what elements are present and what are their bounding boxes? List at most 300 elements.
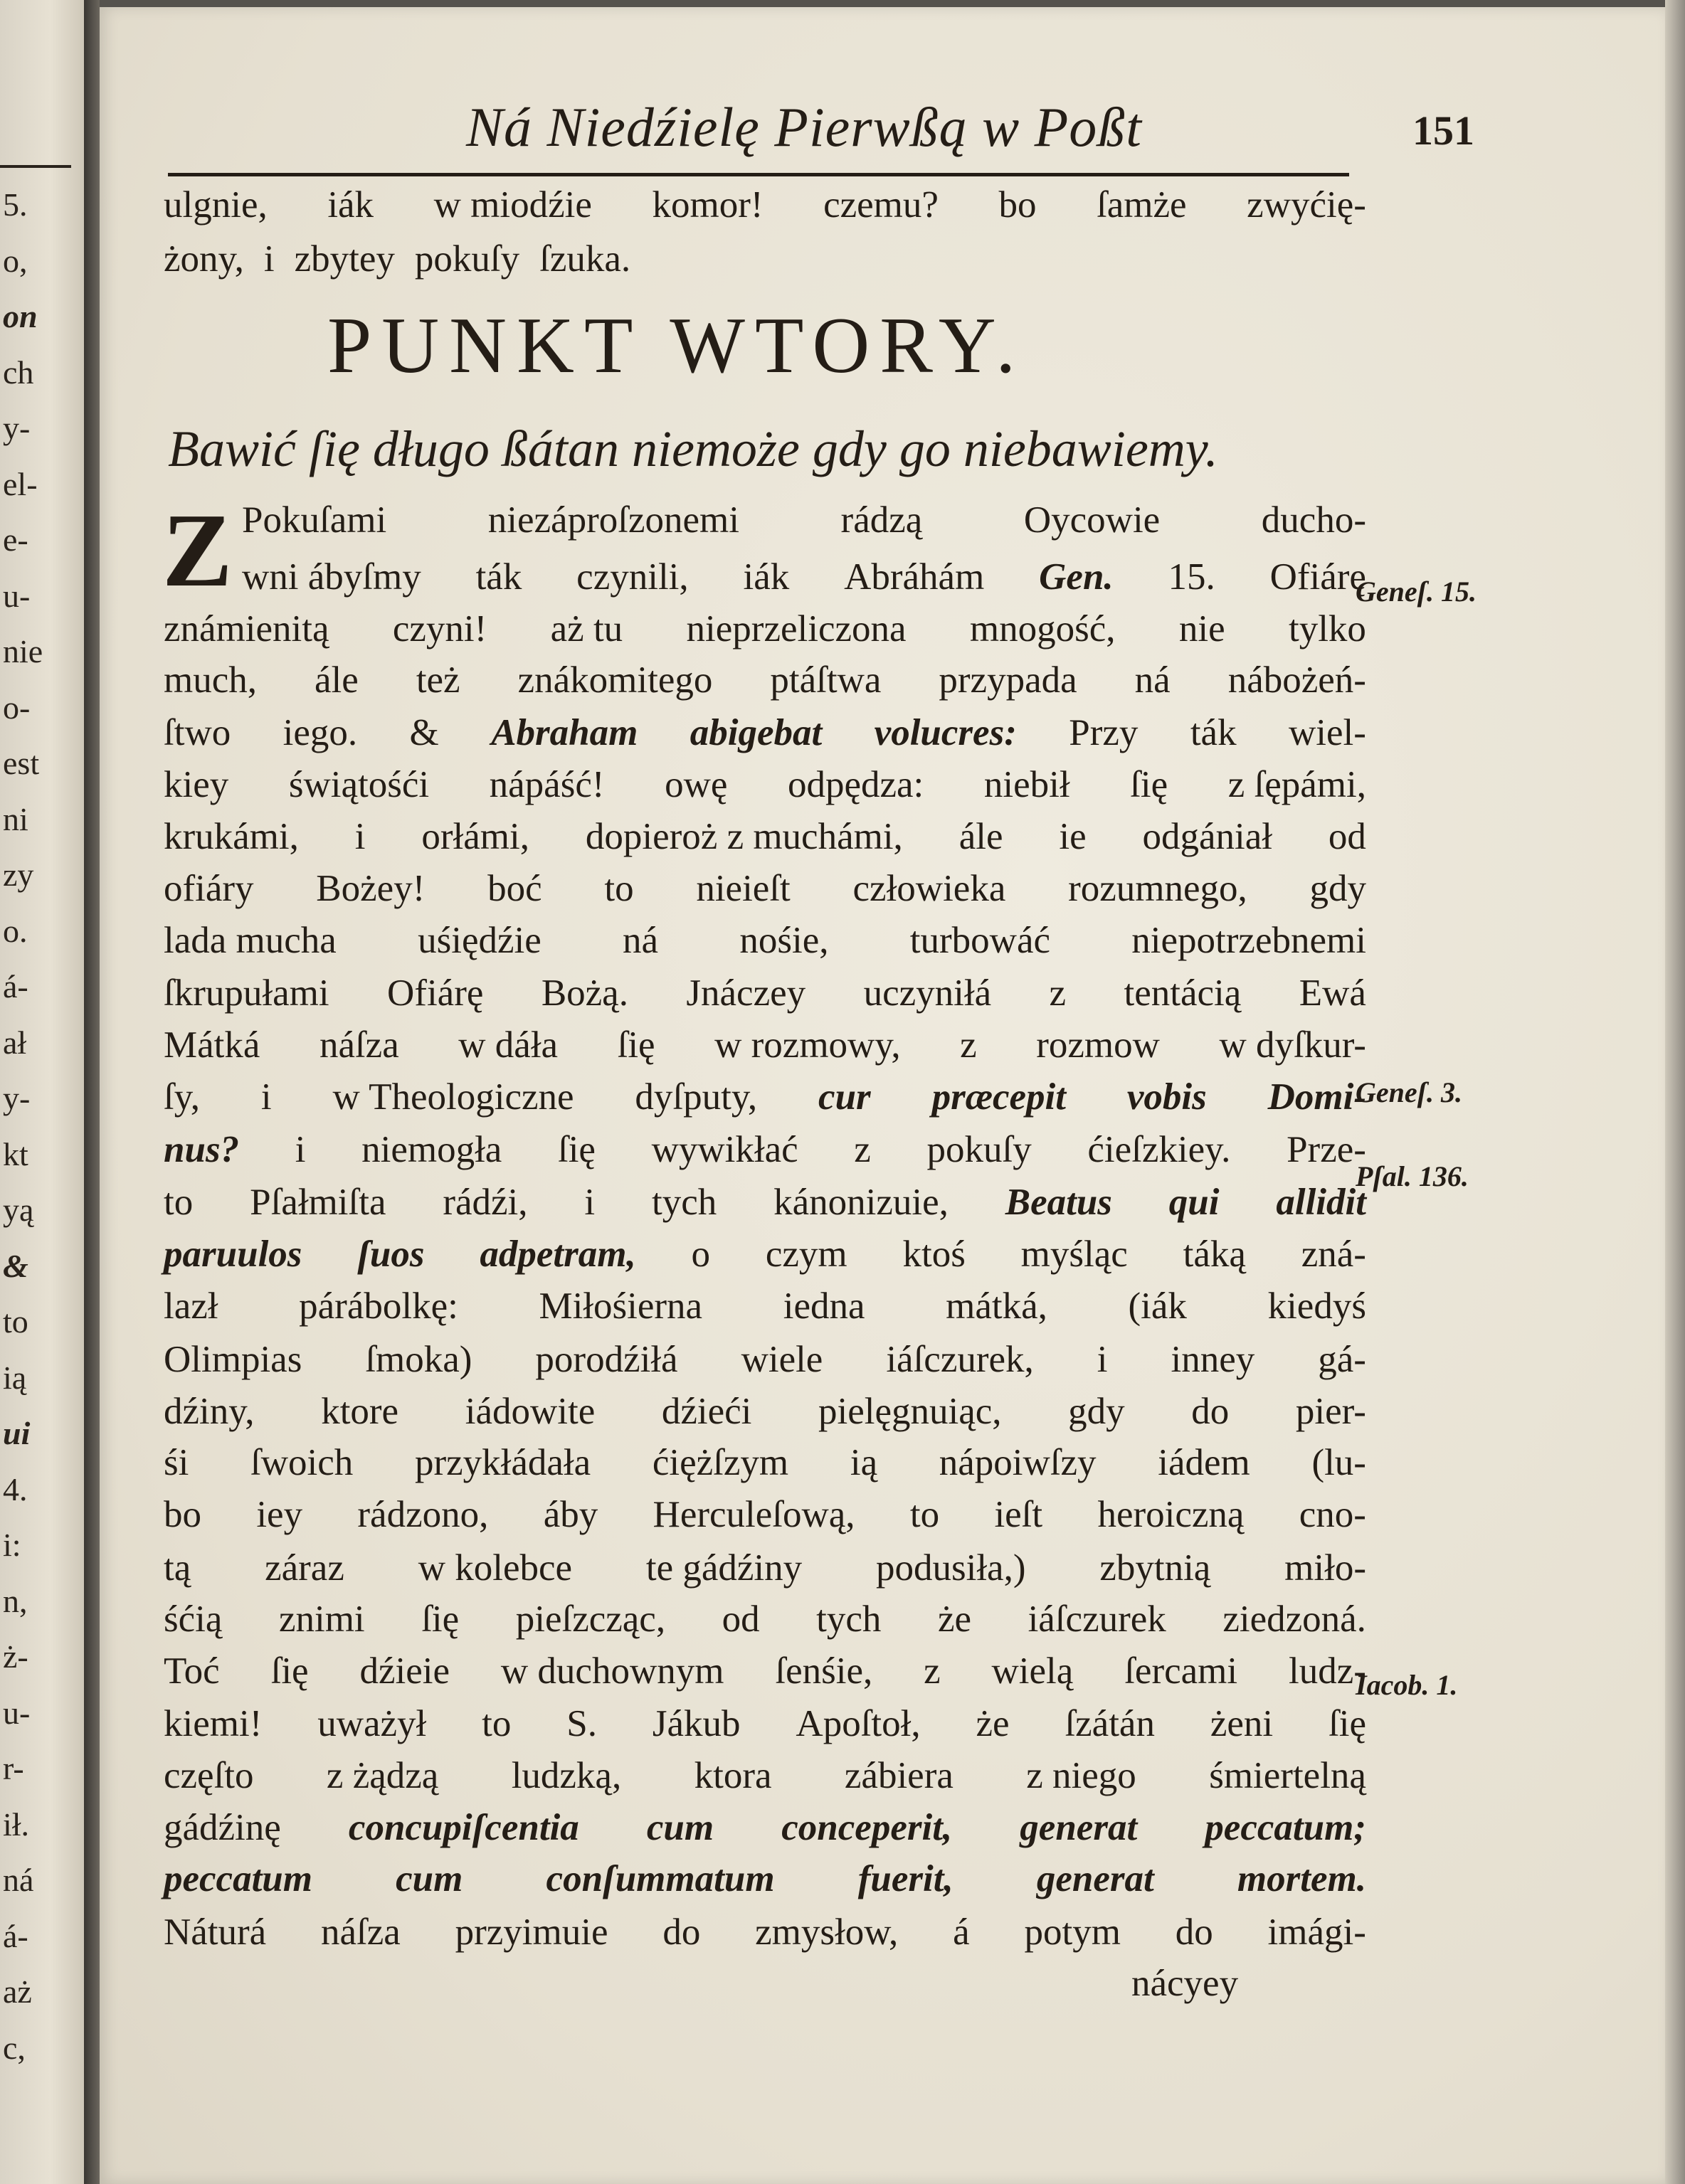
word: Olimpias (164, 1339, 302, 1380)
previous-page-fragment: e- (3, 521, 28, 558)
word: ptáſtwa (770, 659, 882, 701)
header-rule (168, 173, 1349, 176)
previous-page-fragment: 4. (3, 1470, 28, 1507)
word: Pſałmiſta (250, 1182, 386, 1223)
text-line (164, 1078, 1366, 1116)
latin-word: abigebat (690, 712, 823, 753)
word: z (854, 1129, 871, 1170)
page-number: 151 (1412, 107, 1474, 154)
word: człowieka (852, 868, 1006, 909)
margin-note: Geneſ. 15. (1356, 576, 1477, 608)
previous-page-fragment: o, (3, 242, 28, 279)
word: Ofiárę (387, 972, 484, 1014)
word: mnogość, (969, 608, 1116, 650)
text-line (164, 1650, 1366, 1692)
word: ná (623, 920, 659, 961)
word: ludz- (1289, 1650, 1366, 1692)
word: w rozmowy, (714, 1024, 901, 1066)
word: ćieſzkiey. (1087, 1129, 1231, 1170)
word: 15. (1168, 556, 1215, 598)
word: ſamże (1097, 184, 1187, 226)
word: ſię (557, 1129, 596, 1170)
word: imági- (1267, 1912, 1366, 1953)
text-line (242, 558, 1366, 596)
word: nápáść! (489, 764, 605, 805)
word: rádźi, (443, 1182, 528, 1223)
word: ſy, (164, 1076, 201, 1118)
word: z żądzą (326, 1755, 439, 1796)
word: do (1191, 1391, 1230, 1432)
latin-word: vobis (1126, 1076, 1207, 1118)
word: mátká, (946, 1286, 1047, 1327)
word: przypada (939, 659, 1077, 701)
word: nośie, (739, 920, 829, 961)
word: i (584, 1182, 596, 1223)
word: ále (958, 816, 1003, 857)
word: iák (743, 556, 790, 598)
word: żeni (1210, 1703, 1274, 1744)
previous-page-fragment: á- (3, 1917, 28, 1954)
word: świątośći (288, 764, 430, 805)
word: párábolkę: (299, 1286, 458, 1327)
word: heroiczną (1097, 1494, 1245, 1535)
word: boć (487, 868, 542, 909)
word: pokuſy (926, 1129, 1032, 1170)
previous-page-fragment: á- (3, 968, 28, 1004)
word: ſię (617, 1024, 655, 1066)
latin-word: volucres: (874, 712, 1017, 753)
previous-page-fragment: y- (3, 1080, 31, 1116)
word: wiele (741, 1339, 823, 1380)
word: tą (164, 1547, 191, 1589)
word: myśląc (1020, 1234, 1128, 1275)
word: Ofiárę (1269, 556, 1366, 598)
word: pieſzcząc, (515, 1599, 666, 1640)
previous-page-fragment: aż (3, 1973, 32, 2010)
word: do (662, 1912, 701, 1953)
text-line (164, 972, 1366, 1014)
previous-page-fragment: ná (3, 1862, 34, 1898)
word: iáſczurek, (886, 1339, 1034, 1380)
word: z niego (1026, 1755, 1136, 1796)
word: tych (651, 1182, 717, 1223)
word: gá- (1318, 1339, 1366, 1380)
text-line (164, 922, 1366, 960)
word: ſwoich (250, 1442, 354, 1483)
latin-word: peccatum; (1205, 1807, 1366, 1848)
word: záraz (265, 1547, 344, 1589)
latin-word: fuerit, (857, 1858, 954, 1899)
previous-page-fragment: y- (3, 410, 31, 446)
word: w dáła (458, 1024, 559, 1066)
word: z ſępámi, (1227, 764, 1366, 805)
word: też (416, 659, 460, 701)
word: znimi (278, 1599, 365, 1640)
word: iedna (783, 1286, 865, 1327)
text-line (164, 714, 1366, 752)
word: á (953, 1912, 970, 1953)
previous-page-fragment: o. (3, 912, 28, 949)
previous-page-fragment: n, (3, 1582, 28, 1619)
latin-word: cur (818, 1076, 871, 1118)
text-line (164, 1288, 1366, 1325)
running-head: Ná Niedźielę Pierwßą w Poßt (466, 96, 1142, 158)
word: S. (566, 1703, 598, 1744)
word: ſkrupułami (164, 972, 329, 1014)
word: iego. (282, 712, 358, 753)
latin-word: nus? (164, 1129, 240, 1170)
word: ſię (421, 1599, 460, 1640)
word: bo (164, 1494, 201, 1535)
word: ią (850, 1442, 878, 1483)
word: te gádźiny (645, 1547, 803, 1589)
word: i (260, 1076, 272, 1118)
word: ſzuka. (539, 238, 631, 280)
previous-page-fragment: i: (3, 1527, 21, 1563)
word: porodźiłá (535, 1339, 678, 1380)
word: dźieći (661, 1391, 752, 1432)
word: przyimuie (455, 1912, 608, 1953)
word: ktora (694, 1755, 772, 1796)
word: táką (1183, 1234, 1246, 1275)
word: ziedzoná. (1222, 1599, 1366, 1640)
word: zwyćię- (1247, 184, 1366, 226)
word: dźieie (359, 1650, 450, 1692)
word: śmiertelną (1209, 1755, 1366, 1796)
previous-page-fragment: u- (3, 577, 31, 614)
word: ducho- (1261, 499, 1366, 541)
word: ludzką, (511, 1755, 622, 1796)
word: ták (1190, 712, 1237, 753)
text-line (164, 240, 1366, 278)
word: ſercami (1124, 1650, 1238, 1692)
word: ktoś (902, 1234, 966, 1275)
latin-word: Gen. (1039, 556, 1114, 598)
latin-word: paruulos (164, 1234, 302, 1275)
word: znákomitego (517, 659, 713, 701)
word: kiey (164, 764, 229, 805)
margin-note: Pſal. 136. (1356, 1160, 1469, 1192)
previous-page-fragment: kt (3, 1135, 28, 1172)
word: ſenśie, (775, 1650, 873, 1692)
text-line (164, 1860, 1366, 1898)
word: zbytnią (1099, 1547, 1211, 1589)
previous-page-edge (0, 0, 84, 2184)
previous-page-fragment: o- (3, 689, 31, 726)
section-title: PUNKT WTORY. (327, 302, 1026, 390)
word: Náturá (164, 1912, 267, 1953)
text-line (164, 1024, 1366, 1066)
word: & (409, 712, 439, 753)
word: nápoiwſzy (939, 1442, 1097, 1483)
word: zábiera (844, 1755, 954, 1796)
catchword: nácyey (1131, 1963, 1239, 2004)
previous-page-fragment: & (3, 1247, 28, 1284)
word: i (1097, 1339, 1108, 1380)
word: od (1328, 816, 1366, 857)
text-line (164, 1393, 1366, 1431)
page-right-edge (1665, 0, 1685, 2184)
word: Jnáczey (686, 972, 806, 1014)
latin-word: allidit (1276, 1182, 1366, 1223)
word: zná- (1301, 1234, 1366, 1275)
previous-page-fragment: to (3, 1303, 28, 1340)
word: lada mucha (164, 920, 337, 961)
word: ſtwo (164, 712, 231, 753)
text-line (164, 1341, 1366, 1379)
word: Pokuſami (242, 499, 387, 541)
word: kánonizuie, (773, 1182, 949, 1223)
text-line (164, 766, 1366, 804)
latin-word: Beatus (1005, 1182, 1112, 1223)
word: nieprzeliczona (686, 608, 907, 650)
text-line (164, 1757, 1366, 1795)
word: Jákub (652, 1703, 741, 1744)
text-line (164, 1809, 1366, 1847)
word: czym (765, 1234, 847, 1275)
text-line (164, 1705, 1366, 1743)
previous-page-fragment: r- (3, 1750, 24, 1786)
latin-word: conceperit, (781, 1807, 953, 1848)
word: cno- (1299, 1494, 1366, 1535)
text-line (164, 1914, 1366, 1951)
word: známienitą (164, 608, 329, 650)
word: Toć (164, 1650, 220, 1692)
word: to (482, 1703, 512, 1744)
previous-page-fragment: el- (3, 465, 38, 502)
word: przykłádała (414, 1442, 591, 1483)
word: Ewá (1299, 972, 1366, 1014)
word: zbytey (294, 238, 395, 280)
latin-word: mortem. (1237, 1858, 1366, 1899)
previous-page-fragment: 5. (3, 186, 28, 223)
text-line (164, 1131, 1366, 1169)
word: Apoſtoł, (796, 1703, 921, 1744)
word: kiedyś (1267, 1286, 1366, 1327)
latin-word: ſuos (357, 1234, 425, 1275)
word: tentácią (1124, 972, 1242, 1014)
word: z (960, 1024, 977, 1066)
word: odpędza: (787, 764, 924, 805)
word: náſza (319, 1024, 399, 1066)
word: rozmow (1036, 1024, 1160, 1066)
word: inney (1171, 1339, 1255, 1380)
word: áby (543, 1494, 598, 1535)
previous-page-fragment: on (3, 298, 38, 334)
word: czynili, (576, 556, 689, 598)
word: orłámi, (421, 816, 529, 857)
previous-page-fragment: zy (3, 857, 34, 893)
word: owę (665, 764, 728, 805)
word: gdy (1068, 1391, 1125, 1432)
word: ſię (1329, 1703, 1366, 1744)
word: kiemi! (164, 1703, 263, 1744)
word: iey (256, 1494, 303, 1535)
word: (lu- (1311, 1442, 1366, 1483)
word: w dyſkur- (1219, 1024, 1366, 1066)
word: iáſczurek (1028, 1599, 1166, 1640)
text-line (164, 1444, 1366, 1482)
word: gdy (1309, 868, 1366, 909)
word: Bożey! (316, 868, 426, 909)
word: nieieſt (696, 868, 791, 909)
latin-word: Domi- (1267, 1076, 1366, 1118)
word: podusiła,) (875, 1547, 1026, 1589)
word: ták (475, 556, 522, 598)
word: niezáproſzonemi (487, 499, 739, 541)
word: ie (1059, 816, 1087, 857)
word: czemu? (823, 184, 939, 226)
margin-note: Iacob. 1. (1356, 1669, 1458, 1701)
word: dźiny, (164, 1391, 255, 1432)
margin-note: Geneſ. 3. (1356, 1076, 1462, 1108)
word: iák (327, 184, 374, 226)
previous-page-fragment: u- (3, 1694, 31, 1731)
word: gádźinę (164, 1807, 281, 1848)
word: nie (1178, 608, 1225, 650)
word: to (909, 1494, 940, 1535)
word: z (1049, 972, 1067, 1014)
text-line (164, 1549, 1366, 1587)
latin-word: præcepit (931, 1076, 1066, 1118)
word: potym (1024, 1912, 1121, 1953)
word: bo (998, 184, 1037, 226)
word: Miłośierna (539, 1286, 703, 1327)
word: Bożą. (541, 972, 628, 1014)
word: uśiędźie (418, 920, 542, 961)
text-line (242, 499, 1366, 541)
word: ſzátán (1065, 1703, 1155, 1744)
previous-page-fragment: ż- (3, 1638, 28, 1675)
word: Przy (1069, 712, 1139, 753)
word: śćią (164, 1599, 223, 1640)
word: wywikłać (651, 1129, 798, 1170)
word: od (722, 1599, 760, 1640)
word: rádzą (840, 499, 923, 541)
word: lazł (164, 1286, 218, 1327)
drop-capital: Z (162, 492, 233, 609)
word: aż tu (550, 608, 623, 650)
latin-word: concupiſcentia (348, 1807, 579, 1848)
word: odgániał (1142, 816, 1273, 857)
word: (iák (1128, 1286, 1187, 1327)
word: ofiáry (164, 868, 254, 909)
word: pielęgnuiąc, (818, 1391, 1002, 1432)
word: to (604, 868, 634, 909)
word: dopieroż z muchámi, (585, 816, 903, 857)
text-line (164, 610, 1366, 648)
latin-word: qui (1168, 1182, 1220, 1223)
word: Abráhám (844, 556, 985, 598)
latin-word: cum (646, 1807, 714, 1848)
section-subtitle: Bawić ſię długo ßátan niemoże gdy go niebawiemy. (168, 420, 1218, 477)
word: wni ábyſmy (242, 556, 421, 598)
word: i (295, 1129, 306, 1170)
text-line (164, 1601, 1366, 1638)
previous-page-fragment: c, (3, 2029, 26, 2066)
previous-page-fragment: ią (3, 1359, 27, 1396)
word: do (1175, 1912, 1213, 1953)
word: Prze- (1287, 1129, 1366, 1170)
word: miło- (1284, 1547, 1366, 1589)
word: wielą (991, 1650, 1074, 1692)
word: tych (816, 1599, 882, 1640)
previous-page-fragment: ui (3, 1415, 31, 1451)
word: iádem (1158, 1442, 1250, 1483)
word: ná (1134, 659, 1171, 701)
latin-word: generat (1036, 1858, 1154, 1899)
word: nábożeń- (1227, 659, 1366, 701)
word: tylko (1288, 608, 1366, 650)
latin-word: Abraham (491, 712, 638, 753)
word: uczyniłá (863, 972, 992, 1014)
word: dyſputy, (635, 1076, 758, 1118)
previous-page-fragment: ał (3, 1024, 27, 1061)
word: Oycowie (1023, 499, 1161, 541)
text-line (164, 818, 1366, 856)
word: ktore (321, 1391, 399, 1432)
word: uważył (317, 1703, 427, 1744)
latin-word: peccatum (164, 1858, 312, 1899)
word: żony, (164, 238, 244, 280)
word: iádowite (465, 1391, 596, 1432)
word: ſię (270, 1650, 309, 1692)
word: o (691, 1234, 711, 1275)
word: pier- (1295, 1391, 1366, 1432)
word: ieſt (994, 1494, 1043, 1535)
word: krukámi, (164, 816, 299, 857)
previous-page-fragment: est (3, 745, 40, 781)
word: wiel- (1288, 712, 1366, 753)
word: pokuſy (414, 238, 520, 280)
text-line (164, 1184, 1366, 1221)
word: náſza (321, 1912, 401, 1953)
word: w Theologiczne (332, 1076, 574, 1118)
word: w miodźie (433, 184, 592, 226)
latin-word: conſummatum (546, 1858, 775, 1899)
word: niebił (983, 764, 1070, 805)
text-line (164, 1496, 1366, 1534)
word: zmysłow, (755, 1912, 899, 1953)
word: rádzono, (357, 1494, 489, 1535)
word: śi (164, 1442, 189, 1483)
latin-word: cum (396, 1858, 463, 1899)
word: much, (164, 659, 257, 701)
word: ále (315, 659, 359, 701)
previous-page-fragment: yą (3, 1192, 34, 1228)
word: i (354, 816, 366, 857)
word: ſmoka) (365, 1339, 472, 1380)
word: częſto (164, 1755, 254, 1796)
latin-word: generat (1020, 1807, 1138, 1848)
word: w kolebce (418, 1547, 573, 1589)
word: Herculeſową, (653, 1494, 855, 1535)
text-line (164, 1236, 1366, 1273)
text-line (164, 659, 1366, 701)
previous-page-fragment: nie (3, 633, 43, 669)
word: z (924, 1650, 941, 1692)
previous-page-fragment: ch (3, 354, 34, 391)
word: komor! (652, 184, 764, 226)
previous-page-fragment: ni (3, 800, 28, 837)
word: że (937, 1599, 972, 1640)
word: niemogła (361, 1129, 502, 1170)
word: turbowáć (909, 920, 1050, 961)
text-line (164, 186, 1366, 224)
word: i (263, 238, 275, 280)
latin-word: adpetram, (480, 1234, 636, 1275)
previous-page-rule (0, 165, 71, 168)
